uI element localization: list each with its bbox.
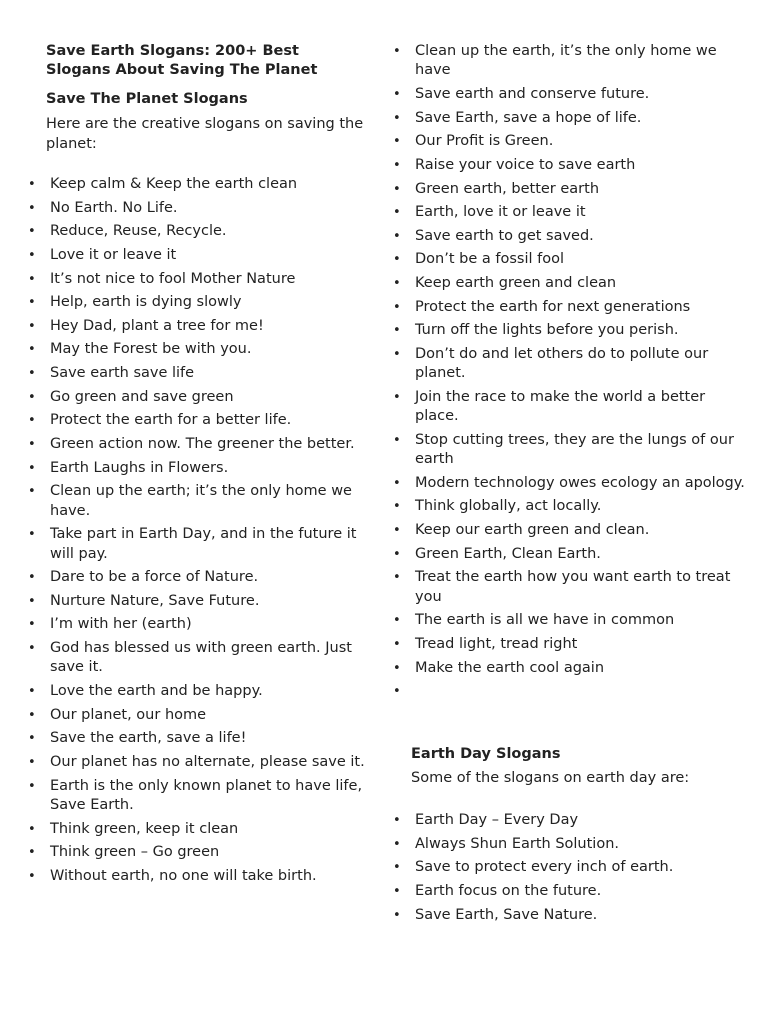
slogan-list-item: • Think green, keep it clean [50,820,368,839]
planet-section-intro: Here are the creative slogans on saving the planet: [46,116,364,152]
slogan-list-item: • Green Earth, Clean Earth. [415,545,745,564]
slogan-list-item: • Keep earth green and clean [415,274,745,293]
slogan-list-item: • Turn off the lights before you perish. [415,321,745,340]
slogan-list-item: • Stop cutting trees, they are the lungs of our earth [415,431,745,470]
slogan-list-item: • Earth focus on the future. [415,882,745,901]
slogan-list-item: • Dare to be a force of Nature. [50,568,368,587]
slogan-list-item: • Always Shun Earth Solution. [415,835,745,854]
slogan-list-item: • Earth Day – Every Day [415,811,745,830]
slogan-list-item: • Protect the earth for a better life. [50,411,368,430]
slogan-list-item: • Save earth save life [50,364,368,383]
slogan-list-item: • Hey Dad, plant a tree for me! [50,317,368,336]
slogan-list-item: • Take part in Earth Day, and in the future it will pay. [50,525,368,564]
slogan-list-item: • Save Earth, Save Nature. [415,906,745,925]
slogan-list-item: • Earth Laughs in Flowers. [50,459,368,478]
slogan-list-item: • Join the race to make the world a better place. [415,388,745,427]
slogan-list-item: • Help, earth is dying slowly [50,293,368,312]
slogan-list-item: • Earth is the only known planet to have life, Save Earth. [50,777,368,816]
slogan-list-item: • Modern technology owes ecology an apology. [415,474,745,493]
slogan-list-item: • Clean up the earth, it’s the only home we have [415,42,745,81]
slogan-list-item: • Make the earth cool again [415,659,745,678]
slogan-list-item: • Save Earth, save a hope of life. [415,109,745,128]
planet-section-heading: Save The Planet Slogans [46,91,248,107]
slogan-list-item: • Love the earth and be happy. [50,682,368,701]
slogan-list-item: • Don’t be a fossil fool [415,250,745,269]
slogan-list-item: • Earth, love it or leave it [415,203,745,222]
slogan-list-item: • Keep our earth green and clean. [415,521,745,540]
slogan-list-item: • Raise your voice to save earth [415,156,745,175]
slogan-list-item: • Tread light, tread right [415,635,745,654]
slogan-list-item: • Reduce, Reuse, Recycle. [50,222,368,241]
earth-day-slogan-list [415,811,745,929]
slogan-list-item: • Nurture Nature, Save Future. [50,592,368,611]
slogan-list-item: • It’s not nice to fool Mother Nature [50,270,368,289]
slogan-list-item [415,682,745,701]
slogan-list-item: • The earth is all we have in common [415,611,745,630]
slogan-list-item: • May the Forest be with you. [50,340,368,359]
slogan-list-item: • God has blessed us with green earth. Just save it. [50,639,368,678]
slogan-list-item: • Clean up the earth; it’s the only home we have. [50,482,368,521]
slogan-list-item: • Love it or leave it [50,246,368,265]
slogan-list-item: • Our planet, our home [50,706,368,725]
slogan-list-item: • Save to protect every inch of earth. [415,858,745,877]
earth-day-section-heading: Earth Day Slogans [411,746,561,762]
planet-slogan-list-left [50,175,368,890]
slogan-list-item: • Go green and save green [50,388,368,407]
slogan-list-item: • Green action now. The greener the better. [50,435,368,454]
planet-slogan-list-right [415,42,745,706]
slogan-list-item: • Our Profit is Green. [415,132,745,151]
slogan-list-item: • Save earth and conserve future. [415,85,745,104]
slogan-list-item: • Save the earth, save a life! [50,729,368,748]
slogan-list-item: • Think globally, act locally. [415,497,745,516]
slogan-list-item: • Treat the earth how you want earth to treat you [415,568,745,607]
slogan-list-item: • Our planet has no alternate, please save it. [50,753,368,772]
document-title: Save Earth Slogans: 200+ Best Slogans About Saving The Planet [46,43,318,78]
slogan-list-item: • Without earth, no one will take birth. [50,867,368,886]
slogan-list-item: • I’m with her (earth) [50,615,368,634]
slogan-list-item: • Keep calm & Keep the earth clean [50,175,368,194]
earth-day-section-intro: Some of the slogans on earth day are: [411,770,690,786]
slogan-list-item: • Green earth, better earth [415,180,745,199]
slogan-list-item: • Think green – Go green [50,843,368,862]
slogan-list-item: • Save earth to get saved. [415,227,745,246]
slogan-list-item: • No Earth. No Life. [50,199,368,218]
slogan-list-item: • Don’t do and let others do to pollute our planet. [415,345,745,384]
slogan-list-item: • Protect the earth for next generations [415,298,745,317]
